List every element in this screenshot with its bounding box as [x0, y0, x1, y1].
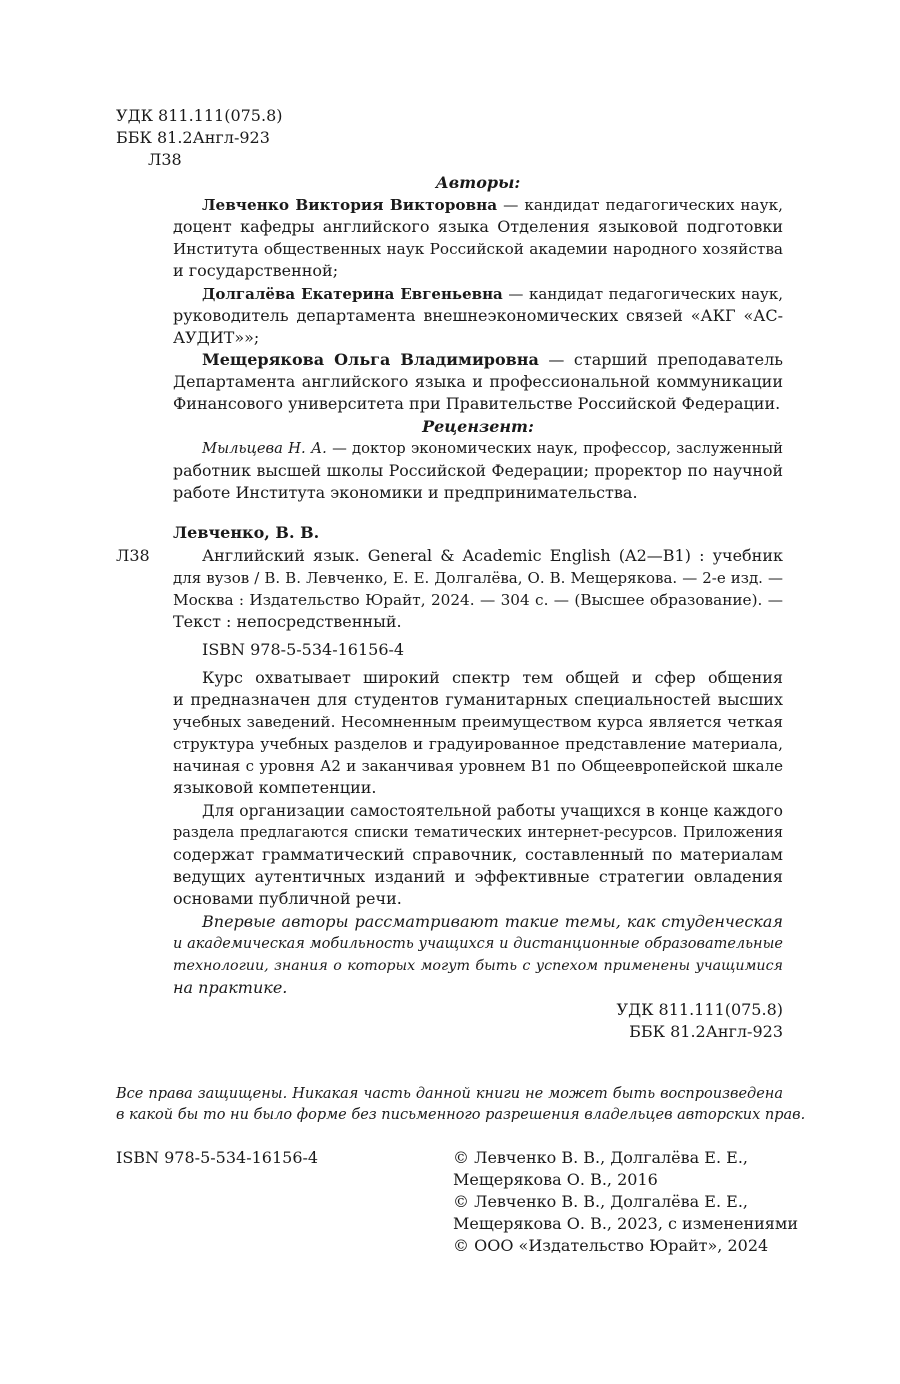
author-3-name: Мещерякова Ольга Владимировна: [202, 350, 539, 369]
author-2-line: АУДИТ»»;: [173, 328, 260, 347]
abstract-line: основами публичной речи.: [173, 889, 402, 908]
abstract-line: на практике.: [173, 978, 288, 997]
reviewer-line: работе Института экономики и предпринимательства.: [173, 483, 638, 502]
author-1-name: Левченко Виктория Викторовна: [202, 196, 498, 214]
biblio-line: Английский язык. General & Academic English (A2—B1) : учебник: [202, 546, 783, 565]
biblio-line: для вузов / В. В. Левченко, Е. Е. Долгалёва, О. В. Мещерякова. — 2-е изд. —: [173, 569, 783, 587]
reviewer-first-line: [202, 438, 783, 460]
abstract-line: языковой компетенции.: [173, 778, 377, 797]
copyright-line: Мещерякова О. В., 2023, с изменениями: [453, 1214, 799, 1233]
reviewer-line: работник высшей школы Российской Федерации; проректор по научной: [173, 461, 783, 480]
copyright-line: Мещерякова О. В., 2016: [453, 1170, 658, 1189]
copyright-line: © Левченко В. В., Долгалёва Е. Е.,: [453, 1192, 748, 1211]
reviewer-heading: Рецензент:: [422, 417, 534, 436]
bbk-code: ББК 81.2Англ-923: [116, 128, 270, 147]
abstract-line: и академическая мобильность учащихся и дистанционные образовательные: [173, 936, 783, 952]
rights-notice: в какой бы то ни было форме без письменного разрешения владельцев авторских прав.: [116, 1107, 806, 1123]
author-2-line: — кандидат педагогических наук,: [502, 285, 783, 303]
biblio-isbn: ISBN 978-5-534-16156-4: [202, 640, 405, 659]
author-1-line: — кандидат педагогических наук,: [497, 196, 783, 214]
author-3-first-line: [202, 349, 783, 371]
biblio-line: Текст : непосредственный.: [173, 612, 402, 631]
author-1-first-line: [202, 194, 783, 216]
udk-code-bottom: УДК 811.111(075.8): [616, 1000, 783, 1019]
abstract-line: структура учебных разделов и градуированное представление материала,: [173, 735, 783, 753]
copyright-line: © ООО «Издательство Юрайт», 2024: [453, 1236, 769, 1255]
biblio-line: Москва : Издательство Юрайт, 2024. — 304 с. — (Высшее образование). —: [173, 591, 783, 609]
biblio-author: Левченко, В. В.: [173, 523, 320, 542]
authors-heading: Авторы:: [435, 173, 521, 192]
abstract-line: содержат грамматический справочник, составленный по материалам: [173, 845, 783, 864]
author-1-line: Института общественных наук Российской академии народного хозяйства: [173, 240, 783, 258]
abstract-line: ведущих аутентичных изданий и эффективные стратегии овладения: [173, 867, 783, 886]
abstract-line: начиная с уровня А2 и заканчивая уровнем В1 по Общеевропейской шкале: [173, 757, 783, 775]
abstract-line: технологии, знания о которых могут быть с успехом применены учащимися: [173, 958, 783, 974]
abstract-line: и предназначен для студентов гуманитарных специальностей высших: [173, 690, 783, 709]
author-3-line: — старший преподаватель: [538, 350, 784, 369]
abstract-line: учебных заведений. Несомненным преимуществом курса является четкая: [173, 713, 783, 731]
bbk-code-bottom: ББК 81.2Англ-923: [629, 1022, 783, 1041]
author-1-line: доцент кафедры английского языка Отделения языковой подготовки: [173, 217, 783, 236]
author-sign: Л38: [148, 150, 182, 169]
abstract-line: Курс охватывает широкий спектр тем общей и сфер общения: [202, 668, 783, 687]
author-3-line: Департамента английского языка и профессиональной коммуникации: [173, 372, 783, 391]
biblio-code: Л38: [116, 546, 150, 565]
author-2-line: руководитель департамента внешнеэкономических связей «АКГ «АС-: [173, 306, 783, 325]
author-3-line: Финансового университета при Правительстве Российской Федерации.: [173, 394, 781, 413]
author-2-first-line: [202, 283, 783, 305]
udk-code: УДК 811.111(075.8): [116, 106, 283, 125]
reviewer-name: Мыльцева Н. А.: [202, 440, 327, 457]
abstract-line: Для организации самостоятельной работы учащихся в конце каждого: [202, 802, 783, 820]
abstract-line: раздела предлагаются списки тематических интернет-ресурсов. Приложения: [173, 825, 783, 841]
reviewer-line: — доктор экономических наук, профессор, заслуженный: [326, 440, 783, 457]
author-1-line: и государственной;: [173, 261, 339, 280]
author-2-name: Долгалёва Екатерина Евгеньевна: [202, 285, 503, 303]
abstract-line: Впервые авторы рассматривают такие темы, как студенческая: [202, 912, 783, 931]
isbn: ISBN 978-5-534-16156-4: [116, 1148, 319, 1167]
rights-notice: Все права защищены. Никакая часть данной книги не может быть воспроизведена: [116, 1086, 783, 1102]
copyright-line: © Левченко В. В., Долгалёва Е. Е.,: [453, 1148, 748, 1167]
